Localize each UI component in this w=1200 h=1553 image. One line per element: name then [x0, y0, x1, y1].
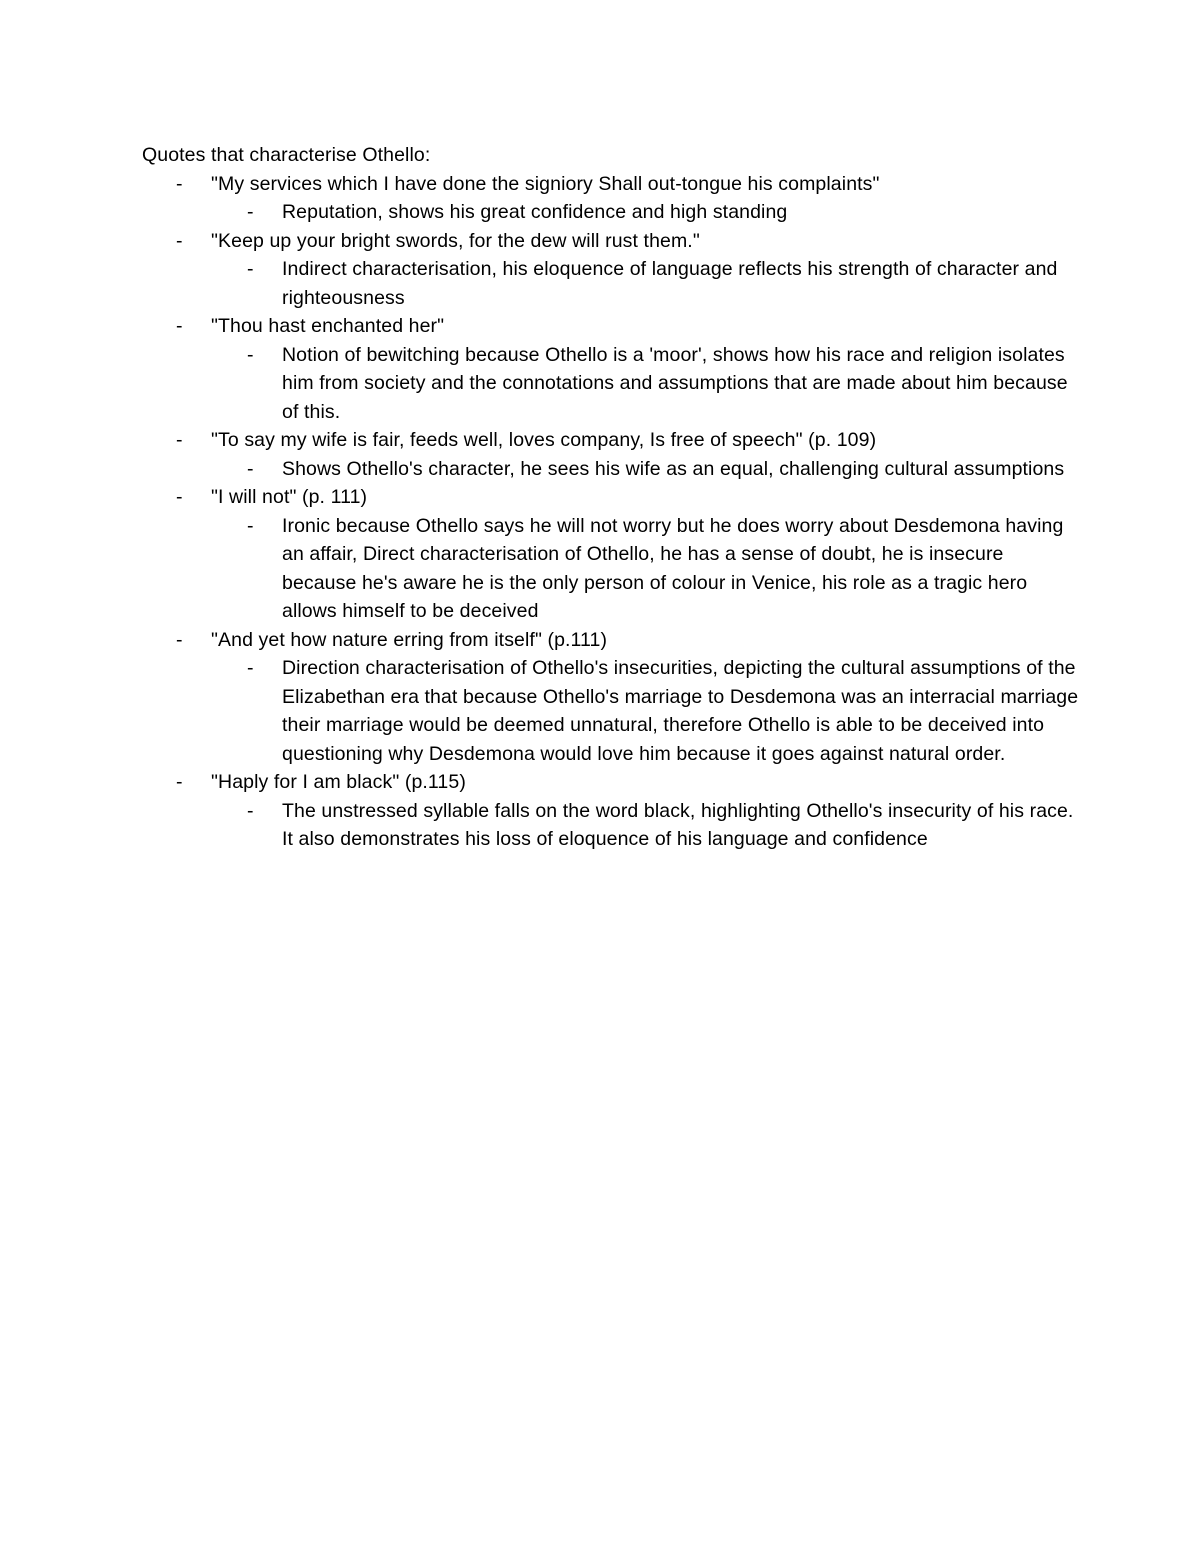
bullet-dash: - — [247, 799, 254, 822]
note-item — [142, 198, 1082, 227]
note-list — [211, 255, 1082, 312]
bullet-dash: - — [247, 457, 254, 480]
quote-text: "My services which I have done the signiory Shall out-tongue his complaints" — [211, 172, 880, 195]
note-list — [211, 797, 1082, 854]
note-item — [142, 255, 1082, 312]
bullet-dash: - — [176, 771, 183, 793]
bullet-dash: - — [176, 628, 183, 651]
quote-item — [142, 312, 1082, 426]
quote-item — [142, 170, 1082, 227]
quote-text: "And yet how nature erring from itself" (p.111) — [211, 628, 608, 651]
quote-text: "I will not" (p. 111) — [211, 486, 368, 508]
note-text: Reputation, shows his great confidence and high standing — [282, 201, 788, 223]
document-body — [142, 141, 1082, 854]
bullet-dash: - — [247, 343, 254, 366]
note-list — [211, 198, 1082, 227]
quote-text: "Haply for I am black" (p.115) — [211, 771, 466, 793]
bullet-dash: - — [247, 657, 254, 679]
note-text: Shows Othello's character, he sees his wife as an equal, challenging cultural assumptions — [282, 457, 1065, 480]
note-item — [142, 797, 1082, 854]
quote-text: "Keep up your bright swords, for the dew will rust them." — [211, 229, 700, 252]
note-list — [211, 341, 1082, 427]
note-item — [142, 512, 1082, 626]
bullet-dash: - — [247, 514, 254, 537]
bullet-dash: - — [247, 258, 254, 280]
note-text: The unstressed syllable falls on the word black, highlighting Othello's insecurity of his race. It also demonstrates his loss of eloquence of his language and confidence — [282, 799, 1074, 850]
note-text: Indirect characterisation, his eloquence of language reflects his strength of character and righteousness — [282, 258, 1058, 309]
note-item — [142, 654, 1082, 768]
quote-item — [142, 227, 1082, 313]
bullet-dash: - — [176, 315, 183, 337]
note-text: Direction characterisation of Othello's insecurities, depicting the cultural assumptions of the Elizabethan era that because Othello's marriage to Desdemona was an interracial marriage their marriage would be deemed unnatural, therefore Othello is able to be deceived into questioning why Desdemona would love him because it goes against natural order. — [282, 657, 1079, 765]
quote-text: "To say my wife is fair, feeds well, loves company, Is free of speech" (p. 109) — [211, 429, 877, 451]
quote-item — [142, 426, 1082, 483]
note-item — [142, 455, 1082, 484]
bullet-dash: - — [247, 201, 254, 223]
quote-item — [142, 768, 1082, 854]
note-item — [142, 341, 1082, 427]
quote-item — [142, 483, 1082, 626]
note-list — [211, 455, 1082, 484]
note-list — [211, 512, 1082, 626]
note-text: Ironic because Othello says he will not worry but he does worry about Desdemona having an affair, Direct characterisation of Othello, he has a sense of doubt, he is insecure because he's aware he is the only person of colour in Venice, his role as a tragic hero allows himself to be deceived — [282, 514, 1064, 622]
bullet-dash: - — [176, 172, 183, 195]
quote-item — [142, 626, 1082, 769]
note-list — [211, 654, 1082, 768]
note-text: Notion of bewitching because Othello is a 'moor', shows how his race and religion isolates him from society and the connotations and assumptions that are made about him because of this. — [282, 343, 1068, 423]
bullet-dash: - — [176, 486, 183, 508]
document-heading: Quotes that characterise Othello: — [142, 144, 431, 166]
quote-text: "Thou hast enchanted her" — [211, 315, 445, 337]
bullet-dash: - — [176, 229, 183, 252]
bullet-dash: - — [176, 429, 183, 451]
quote-list — [142, 170, 1082, 854]
